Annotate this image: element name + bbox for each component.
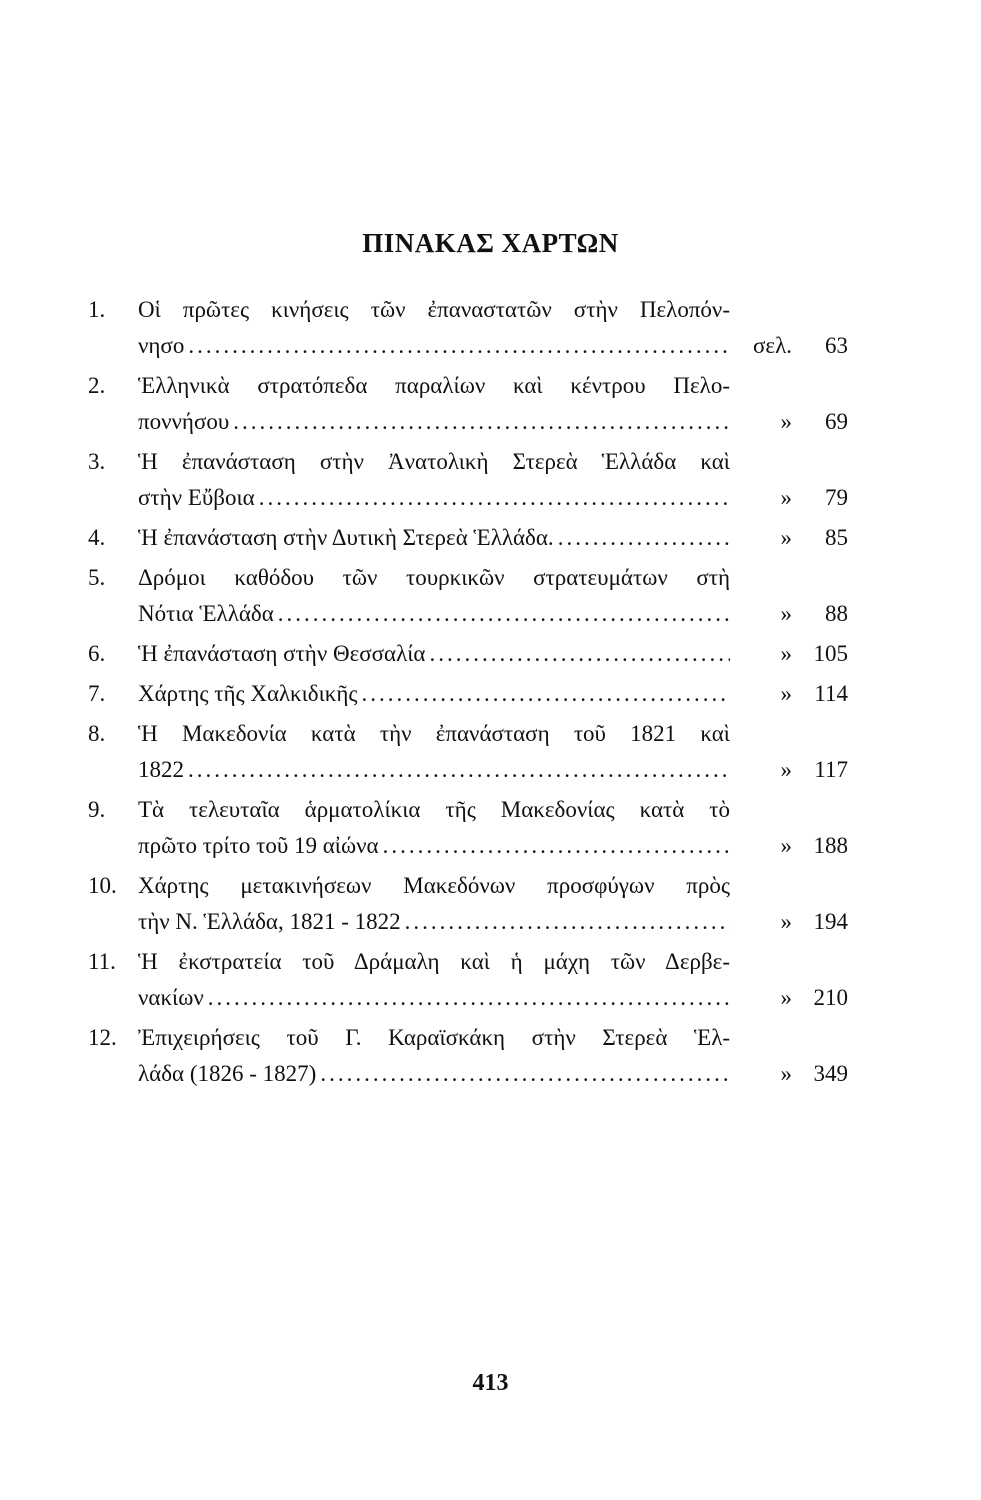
dot-leader	[233, 404, 730, 440]
dot-leader	[383, 828, 730, 864]
entry-number: 6.	[88, 641, 106, 666]
page-number: 349	[813, 1061, 848, 1086]
page-folio: 413	[472, 1370, 509, 1396]
dot-leader	[362, 676, 730, 712]
dot-leader	[188, 752, 730, 788]
entry-title: Ἡ ἐπανάσταση στὴν Θεσσαλία	[138, 641, 426, 666]
page-number: 88	[825, 601, 848, 626]
page-number: 85	[825, 525, 848, 550]
list-item	[88, 716, 848, 788]
list-item	[88, 676, 848, 712]
page-number: 114	[814, 681, 848, 706]
table-of-maps	[88, 292, 848, 1092]
entry-title: Χάρτης τῆς Χαλκιδικῆς	[138, 681, 358, 706]
list-item	[88, 944, 848, 1016]
entry-title: Ἑλληνικὰ στρατόπεδα παραλίων καὶ κέντρου Πελο-	[138, 373, 730, 398]
page-number: 210	[813, 985, 848, 1010]
entry-title-cont: νακίων	[138, 985, 204, 1010]
entry-title: Ἡ Μακεδονία κατὰ τὴν ἐπανάσταση τοῦ 1821 καὶ	[138, 721, 730, 746]
page-title: ΠΙΝΑΚΑΣ ΧΑΡΤΩΝ	[362, 228, 619, 258]
entry-title-cont: πρῶτο τρίτο τοῦ 19 αἰώνα	[138, 833, 379, 858]
list-item	[88, 368, 848, 440]
dot-leader	[188, 328, 730, 364]
entry-number: 2.	[88, 373, 106, 398]
dot-leader	[259, 480, 730, 516]
dot-leader	[405, 904, 730, 940]
dot-leader	[558, 520, 730, 556]
page-number: 194	[813, 909, 848, 934]
entry-number: 9.	[88, 797, 106, 822]
entry-number: 3.	[88, 449, 106, 474]
dot-leader	[320, 1056, 730, 1092]
page-number: 117	[814, 757, 848, 782]
page-number: 105	[813, 641, 848, 666]
entry-title-cont: νησο	[138, 333, 185, 358]
entry-title-cont: ποννήσου	[138, 409, 230, 434]
list-item	[88, 792, 848, 864]
entry-number: 5.	[88, 565, 106, 590]
entry-title-cont: τὴν Ν. Ἑλλάδα, 1821 - 1822	[138, 909, 401, 934]
entry-title-cont: λάδα (1826 - 1827)	[138, 1061, 317, 1086]
entry-title: Ἡ ἐκστρατεία τοῦ Δράμαλη καὶ ἡ μάχη τῶν Δερβε-	[138, 949, 730, 974]
ditto-mark: »	[780, 833, 792, 858]
ditto-mark: »	[780, 909, 792, 934]
page-number: 69	[825, 409, 848, 434]
ditto-mark: »	[780, 985, 792, 1010]
ditto-mark: »	[780, 601, 792, 626]
ditto-mark: »	[780, 485, 792, 510]
ditto-mark: »	[780, 641, 792, 666]
entry-title: Τὰ τελευταῖα ἁρματολίκια τῆς Μακεδονίας κατὰ τὸ	[138, 797, 730, 822]
list-item	[88, 292, 848, 364]
entry-number: 10.	[88, 873, 117, 898]
list-item	[88, 636, 848, 672]
list-item	[88, 560, 848, 632]
page-abbrev: σελ.	[753, 333, 792, 358]
page-number: 79	[825, 485, 848, 510]
entry-number: 8.	[88, 721, 106, 746]
ditto-mark: »	[780, 1061, 792, 1086]
entry-title: Ἡ ἐπανάσταση στὴν Δυτικὴ Στερεὰ Ἑλλάδα.	[138, 525, 554, 550]
entry-title: Χάρτης μετακινήσεων Μακεδόνων προσφύγων πρὸς	[138, 873, 730, 898]
page-number: 63	[825, 333, 848, 358]
entry-title-cont: Νότια Ἑλλάδα	[138, 601, 274, 626]
dot-leader	[208, 980, 730, 1016]
entry-title: Ἡ ἐπανάσταση στὴν Ἀνατολικὴ Στερεὰ Ἑλλάδα καὶ	[138, 449, 730, 474]
list-item	[88, 444, 848, 516]
page-number: 188	[813, 833, 848, 858]
entry-title: Ἐπιχειρήσεις τοῦ Γ. Καραϊσκάκη στὴν Στερεὰ Ἑλ-	[138, 1025, 730, 1050]
entry-number: 11.	[88, 949, 116, 974]
list-item	[88, 1020, 848, 1092]
ditto-mark: »	[780, 681, 792, 706]
entry-title: Οἱ πρῶτες κινήσεις τῶν ἐπαναστατῶν στὴν Πελοπόν-	[138, 297, 730, 322]
list-item	[88, 868, 848, 940]
entry-number: 4.	[88, 525, 106, 550]
dot-leader	[278, 596, 730, 632]
entry-title: Δρόμοι καθόδου τῶν τουρκικῶν στρατευμάτων στὴ	[138, 565, 730, 590]
ditto-mark: »	[780, 525, 792, 550]
dot-leader	[429, 636, 730, 672]
entry-number: 12.	[88, 1025, 117, 1050]
ditto-mark: »	[780, 409, 792, 434]
entry-title-cont: 1822	[138, 757, 184, 782]
entry-number: 7.	[88, 681, 106, 706]
entry-number: 1.	[88, 297, 106, 322]
entry-title-cont: στὴν Εὔβοια	[138, 485, 255, 510]
ditto-mark: »	[780, 757, 792, 782]
list-item	[88, 520, 848, 556]
